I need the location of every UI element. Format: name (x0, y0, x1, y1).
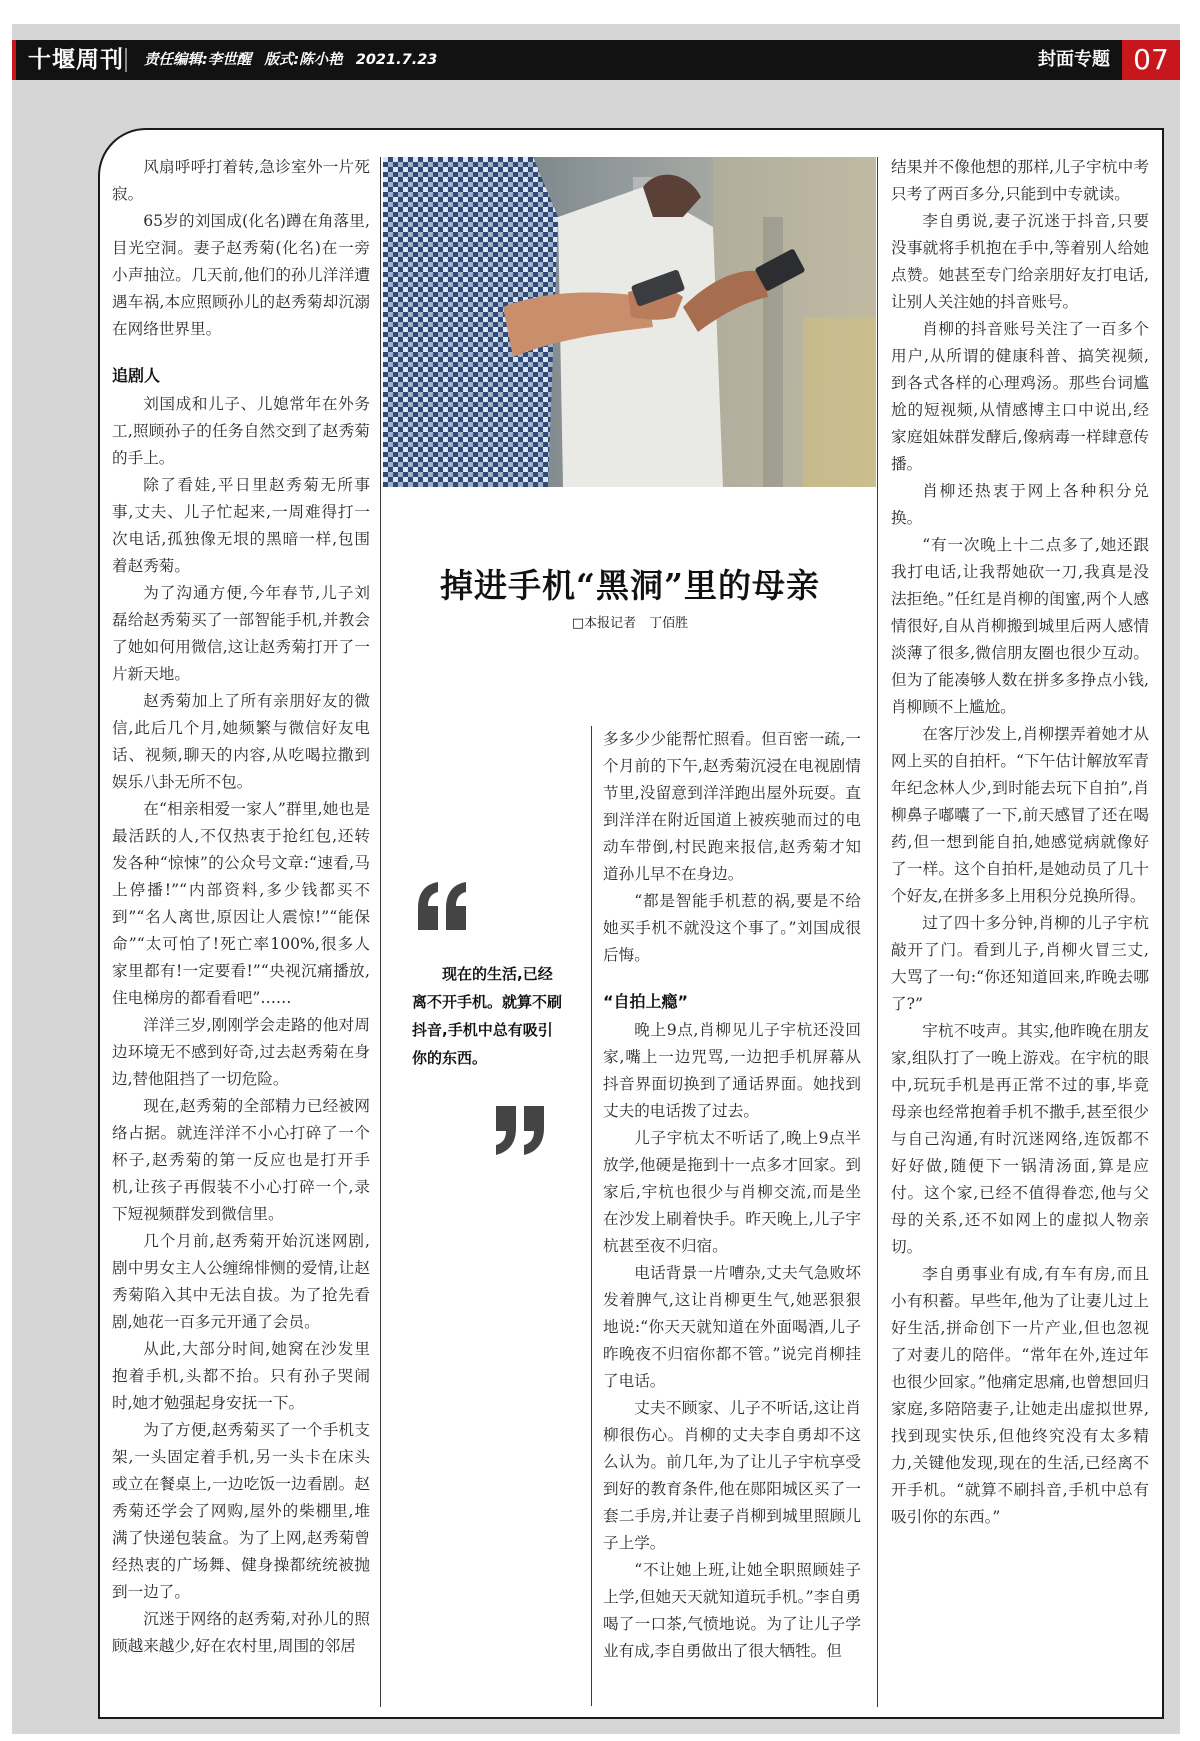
body-paragraph: 电话背景一片嘈杂,丈夫气急败坏发着脾气,这让肖柳更生气,她恶狠狠地说:“你天天就知道在外面喝酒,儿子昨晚夜不归宿你都不管。”说完肖柳挂了电话。 (603, 1264, 861, 1390)
close-quote-icon (492, 1102, 552, 1161)
masthead-divider (125, 48, 127, 72)
open-quote-icon (410, 880, 470, 939)
subheading: “自拍上瘾” (603, 992, 689, 1011)
column-rule (591, 726, 592, 1706)
body-paragraph: 风扇呼呼打着转,急诊室外一片死寂。 (112, 158, 370, 203)
body-paragraph: 丈夫不顾家、儿子不听话,这让肖柳很伤心。肖柳的丈夫李自勇却不这么认为。前几年,为了让儿子宇杭享受到好的教育条件,他在郧阳城区买了一套二手房,并让妻子肖柳到城里照顾儿子上学。 (603, 1399, 861, 1552)
body-paragraph: 洋洋三岁,刚刚学会走路的他对周边环境无不感到好奇,过去赵秀菊在身边,替他阻挡了一切危险。 (112, 1016, 370, 1088)
body-paragraph: 刘国成和儿子、儿媳常年在外务工,照顾孙子的任务自然交到了赵秀菊的手上。 (112, 395, 370, 467)
body-paragraph: 65岁的刘国成(化名)蹲在角落里,目光空洞。妻子赵秀菊(化名)在一旁小声抽泣。几天前,他们的孙儿洋洋遭遇车祸,本应照顾孙儿的赵秀菊却沉溺在网络世界里。 (112, 212, 370, 338)
body-paragraph: “都是智能手机惹的祸,要是不给她买手机不就没这个事了。”刘国成很后悔。 (603, 892, 861, 964)
article-column-2 (603, 726, 861, 1665)
masthead-credits (144, 40, 445, 80)
body-paragraph: 过了四十多分钟,肖柳的儿子宇杭敲开了门。看到儿子,肖柳火冒三丈,大骂了一句:“你还知道回来,昨晚去哪了?” (891, 914, 1149, 1013)
body-paragraph: 为了方便,赵秀菊买了一个手机支架,一头固定着手机,另一头卡在床头或立在餐桌上,一边吃饭一边看剧。赵秀菊还学会了网购,屋外的柴棚里,堆满了快递包装盒。为了上网,赵秀菊曾经热衷的广场舞、健身操都统统被抛到一边了。 (112, 1421, 370, 1601)
masthead-accent (12, 40, 16, 80)
article-byline: □本报记者 丁佰胜 (571, 616, 689, 631)
body-paragraph: 在客厅沙发上,肖柳摆弄着她才从网上买的自拍杆。“下午估计解放军青年纪念林人少,到时能去玩下自拍”,肖柳鼻子嘟囔了一下,前天感冒了还在喝药,但一想到能自拍,她感觉病就像好了一样。这个自拍杆,是她动员了几十个好友,在拼多多上用积分兑换所得。 (891, 725, 1149, 905)
body-paragraph: 沉迷于网络的赵秀菊,对孙儿的照顾越来越少,好在农村里,周围的邻居 (112, 1610, 370, 1655)
section-title: 封面专题 (1038, 49, 1110, 70)
pull-quote (412, 960, 562, 1072)
body-paragraph: 李自勇说,妻子沉迷于抖音,只要没事就将手机抱在手中,等着别人给她点赞。她甚至专门给亲朋好友打电话,让别人关注她的抖音账号。 (891, 212, 1149, 311)
body-paragraph: 赵秀菊加上了所有亲朋好友的微信,此后几个月,她频繁与微信好友电话、视频,聊天的内容,从吃喝拉撒到娱乐八卦无所不包。 (112, 692, 370, 791)
body-paragraph: 宇杭不吱声。其实,他昨晚在朋友家,组队打了一晚上游戏。在宇杭的眼中,玩玩手机是再正常不过的事,毕竟母亲也经常抱着手机不撒手,甚至很少与自己沟通,有时沉迷网络,连饭都不好好做,随便下一锅清汤面,算是应付。这个家,已经不值得眷恋,他与父母的关系,还不如网上的虚拟人物亲切。 (891, 1022, 1149, 1256)
phone-users-illustration (383, 157, 876, 487)
article-column-1 (112, 154, 370, 1660)
body-paragraph: 李自勇事业有成,有车有房,而且小有积蓄。早些年,他为了让妻儿过上好生活,拼命创下一片产业,但也忽视了对妻儿的陪伴。“常年在外,连过年也很少回家。”他痛定思痛,也曾想回归家庭,多陪陪妻子,让她走出虚拟世界,找到现实快乐,但他终究没有太多精力,关键他发现,现在的生活,已经离不开手机。“就算不刷抖音,手机中总有吸引你的东西。” (891, 1265, 1149, 1526)
publication-logo: 十堰周刊 (28, 46, 124, 73)
article-headline: 掉进手机“黑洞”里的母亲 (440, 566, 820, 605)
body-paragraph: “有一次晚上十二点多了,她还跟我打电话,让我帮她砍一刀,我真是没法拒绝。”任红是肖柳的闺蜜,两个人感情很好,自从肖柳搬到城里后两人感情淡薄了很多,微信朋友圈也很少互动。但为了能凑够人数在拼多多挣点小钱,肖柳顾不上尴尬。 (891, 536, 1149, 716)
article-photo (383, 157, 876, 487)
pull-quote-text: 现在的生活,已经离不开手机。就算不刷抖音,手机中总有吸引你的东西。 (412, 965, 563, 1067)
article-column-3 (891, 154, 1149, 1531)
body-paragraph: 几个月前,赵秀菊开始沉迷网剧,剧中男女主人公缠绵悱恻的爱情,让赵秀菊陷入其中无法自拔。为了抢先看剧,她花一百多元开通了会员。 (112, 1232, 370, 1331)
body-paragraph: 肖柳的抖音账号关注了一百多个用户,从所谓的健康科普、搞笑视频,到各式各样的心理鸡汤。那些台词尴尬的短视频,从情感博主口中说出,经家庭姐妹群发酵后,像病毒一样肆意传播。 (891, 320, 1149, 473)
body-paragraph: 儿子宇杭太不听话了,晚上9点半放学,他硬是拖到十一点多才回家。到家后,宇杭也很少与肖柳交流,而是坐在沙发上刷着快手。昨天晚上,儿子宇杭甚至夜不归宿。 (603, 1129, 861, 1255)
editor-credit: 责任编辑:李世醒 (144, 52, 252, 68)
body-paragraph: 除了看娃,平日里赵秀菊无所事事,丈夫、儿子忙起来,一周难得打一次电话,孤独像无垠的黑暗一样,包围着赵秀菊。 (112, 476, 370, 575)
body-paragraph: 结果并不像他想的那样,儿子宇杭中考只考了两百多分,只能到中专就读。 (891, 158, 1149, 203)
body-paragraph: 晚上9点,肖柳见儿子宇杭还没回家,嘴上一边咒骂,一边把手机屏幕从抖音界面切换到了通话界面。她找到丈夫的电话拨了过去。 (603, 1021, 861, 1120)
body-paragraph: 从此,大部分时间,她窝在沙发里抱着手机,头都不抬。只有孙子哭闹时,她才勉强起身安抚一下。 (112, 1340, 370, 1412)
body-paragraph: 现在,赵秀菊的全部精力已经被网络占据。就连洋洋不小心打碎了一个杯子,赵秀菊的第一反应也是打开手机,让孩子再假装不小心打碎一个,录下短视频群发到微信里。 (112, 1097, 370, 1223)
body-paragraph: 在“相亲相爱一家人”群里,她也是最活跃的人,不仅热衷于抢红包,还转发各种“惊悚”的公众号文章:“速看,马上停播!”“内部资料,多少钱都买不到”“名人离世,原因让人震惊!”“能保命”“太可怕了!死亡率100%,很多人家里都有!一定要看!”“央视沉痛播放,住电梯房的都看看吧”…… (112, 800, 370, 1007)
issue-date: 2021.7.23 (355, 52, 438, 68)
body-paragraph: 多多少少能帮忙照看。但百密一疏,一个月前的下午,赵秀菊沉浸在电视剧情节里,没留意到洋洋跑出屋外玩耍。直到洋洋在附近国道上被疾驰而过的电动车带倒,村民跑来报信,赵秀菊才知道孙儿早不在身边。 (603, 730, 861, 883)
masthead-bar (12, 40, 1180, 80)
column-rule (877, 157, 878, 1707)
body-paragraph: 肖柳还热衷于网上各种积分兑换。 (891, 482, 1149, 527)
page-number: 07 (1122, 40, 1180, 80)
body-paragraph: “不让她上班,让她全职照顾娃子上学,但她天天就知道玩手机。”李自勇喝了一口茶,气愤地说。为了让儿子学业有成,李自勇做出了很大牺牲。但 (603, 1561, 861, 1660)
subheading: 追剧人 (112, 366, 161, 385)
body-paragraph: 为了沟通方便,今年春节,儿子刘磊给赵秀菊买了一部智能手机,并教会了她如何用微信,这让赵秀菊打开了一片新天地。 (112, 584, 370, 683)
layout-credit: 版式:陈小艳 (264, 52, 343, 68)
column-rule (380, 157, 381, 1707)
